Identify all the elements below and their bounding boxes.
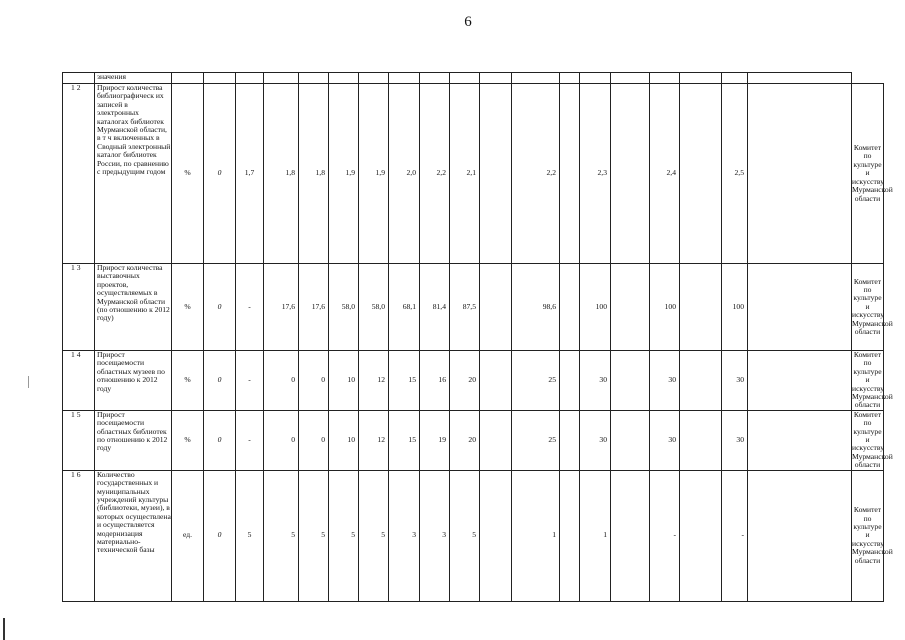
- cell: [611, 73, 650, 84]
- value-cell: 2,5: [722, 84, 748, 264]
- value-cell: [680, 351, 722, 411]
- value-cell: 30: [650, 410, 680, 470]
- value-cell: [680, 470, 722, 601]
- cell: [650, 73, 680, 84]
- row-number: 1 3: [63, 264, 95, 351]
- value-cell: 20: [450, 351, 480, 411]
- cell: [722, 73, 748, 84]
- value-cell: -: [650, 470, 680, 601]
- value-cell: 30: [580, 351, 611, 411]
- value-cell: 30: [722, 351, 748, 411]
- value-cell: [480, 264, 512, 351]
- value-cell: 5: [359, 470, 389, 601]
- value-cell: [680, 410, 722, 470]
- value-cell: 0: [264, 351, 299, 411]
- value-cell: 15: [389, 410, 420, 470]
- value-cell: [748, 84, 852, 264]
- table-row: [63, 410, 884, 470]
- value-cell: 0: [264, 410, 299, 470]
- value-cell: [611, 470, 650, 601]
- value-cell: [560, 410, 580, 470]
- value-cell: 1: [512, 470, 560, 601]
- value-cell: 25: [512, 351, 560, 411]
- value-cell: [748, 470, 852, 601]
- value-cell: 5: [264, 470, 299, 601]
- base-value-cell: 0: [204, 351, 236, 411]
- value-cell: 1,8: [264, 84, 299, 264]
- cell: [389, 73, 420, 84]
- value-cell: 68,1: [389, 264, 420, 351]
- value-cell: 2,1: [450, 84, 480, 264]
- value-cell: 1,9: [329, 84, 359, 264]
- header-continuation-text: значения: [95, 73, 172, 84]
- unit-cell: ед.: [172, 470, 204, 601]
- value-cell: 20: [450, 410, 480, 470]
- value-cell: 2,2: [420, 84, 450, 264]
- base-value-cell: 0: [204, 84, 236, 264]
- value-cell: [748, 410, 852, 470]
- value-cell: [560, 351, 580, 411]
- value-cell: [480, 410, 512, 470]
- value-cell: [560, 264, 580, 351]
- value-cell: 87,5: [450, 264, 480, 351]
- value-cell: 5: [299, 470, 329, 601]
- value-cell: 3: [420, 470, 450, 601]
- indicator-name: Прирост количества выставочных проектов, осуществляемых в Мурманской области (по отношению к 2012 году): [95, 264, 172, 351]
- cell: [204, 73, 236, 84]
- value-cell: 15: [389, 351, 420, 411]
- cell: [63, 73, 95, 84]
- table-row: [63, 470, 884, 601]
- value-cell: 19: [420, 410, 450, 470]
- value-cell: 1,7: [236, 84, 264, 264]
- cell: [480, 73, 512, 84]
- value-cell: 30: [650, 351, 680, 411]
- value-cell: [611, 264, 650, 351]
- value-cell: 0: [299, 410, 329, 470]
- table-row: [63, 351, 884, 411]
- value-cell: 5: [236, 470, 264, 601]
- table-row: [63, 264, 884, 351]
- value-cell: 100: [650, 264, 680, 351]
- responsible-executor: Комитет по культуре и искусству Мурманской области: [852, 409, 893, 470]
- value-cell: [611, 84, 650, 264]
- value-cell: 58,0: [329, 264, 359, 351]
- responsible-executor: Комитет по культуре и искусству Мурманской области: [852, 84, 884, 264]
- value-cell: 2,3: [580, 84, 611, 264]
- base-value-cell: 0: [204, 264, 236, 351]
- value-cell: 100: [722, 264, 748, 351]
- value-cell: 12: [359, 351, 389, 411]
- indicator-name: Количество государственных и муниципальных учреждений культуры (библиотеки, музеи), в которых осуществлена и осуществляется модернизация материально-технической базы: [95, 470, 172, 601]
- value-cell: 0: [299, 351, 329, 411]
- value-cell: [748, 264, 852, 351]
- value-cell: 1,8: [299, 84, 329, 264]
- scan-mark: [3, 618, 5, 640]
- value-cell: 16: [420, 351, 450, 411]
- value-cell: 5: [329, 470, 359, 601]
- value-cell: [680, 84, 722, 264]
- value-cell: 30: [580, 410, 611, 470]
- value-cell: 1,9: [359, 84, 389, 264]
- value-cell: 100: [580, 264, 611, 351]
- value-cell: 2,0: [389, 84, 420, 264]
- value-cell: [560, 84, 580, 264]
- value-cell: 3: [389, 470, 420, 601]
- value-cell: [611, 410, 650, 470]
- cell: [420, 73, 450, 84]
- value-cell: 2,4: [650, 84, 680, 264]
- value-cell: 12: [359, 410, 389, 470]
- scan-mark: [28, 376, 29, 388]
- value-cell: 10: [329, 351, 359, 411]
- value-cell: [480, 470, 512, 601]
- responsible-executor: Комитет по культуре и искусству Мурманской области: [852, 264, 884, 351]
- indicator-name: Прирост посещаемости областных музеев по отношению к 2012 году: [95, 351, 172, 411]
- cell: [299, 73, 329, 84]
- cell: [680, 73, 722, 84]
- value-cell: [560, 470, 580, 601]
- value-cell: [748, 351, 852, 411]
- value-cell: -: [236, 351, 264, 411]
- indicator-name: Прирост посещаемости областных библиотек по отношению к 2012 году: [95, 410, 172, 470]
- value-cell: -: [722, 470, 748, 601]
- value-cell: 17,6: [264, 264, 299, 351]
- cell: [329, 73, 359, 84]
- indicator-name: Прирост количества библиографическ их записей в электронных каталогах библиотек Мурманской области, в т ч включенных в Сводный электронный каталог библиотек России, по сравнению с предыдущим годом: [95, 84, 172, 264]
- value-cell: 10: [329, 410, 359, 470]
- cell: [450, 73, 480, 84]
- row-number: 1 2: [63, 84, 95, 264]
- value-cell: [611, 351, 650, 411]
- cell: [264, 73, 299, 84]
- row-number: 1 5: [63, 410, 95, 470]
- row-number: 1 4: [63, 351, 95, 411]
- value-cell: [680, 264, 722, 351]
- value-cell: 25: [512, 410, 560, 470]
- cell: [236, 73, 264, 84]
- value-cell: 58,0: [359, 264, 389, 351]
- cell: [580, 73, 611, 84]
- unit-cell: %: [172, 351, 204, 411]
- base-value-cell: 0: [204, 410, 236, 470]
- cell: [748, 73, 852, 84]
- base-value-cell: 0: [204, 470, 236, 601]
- responsible-executor: Комитет по культуре и искусству Мурманской области: [852, 350, 893, 410]
- cell: [512, 73, 560, 84]
- cell: [560, 73, 580, 84]
- value-cell: 1: [580, 470, 611, 601]
- responsible-executor: Комитет по культуре и искусству Мурманской области: [852, 470, 884, 601]
- row-number: 1 6: [63, 470, 95, 601]
- value-cell: 17,6: [299, 264, 329, 351]
- value-cell: 2,2: [512, 84, 560, 264]
- value-cell: [480, 351, 512, 411]
- unit-cell: %: [172, 264, 204, 351]
- value-cell: [480, 84, 512, 264]
- page-number: 6: [464, 14, 472, 30]
- value-cell: -: [236, 264, 264, 351]
- table-row-header-continuation: [63, 73, 884, 84]
- table-row: [63, 84, 884, 264]
- value-cell: 81,4: [420, 264, 450, 351]
- cell: [359, 73, 389, 84]
- unit-cell: %: [172, 410, 204, 470]
- cell: [172, 73, 204, 84]
- indicators-table: [62, 72, 893, 602]
- unit-cell: %: [172, 84, 204, 264]
- value-cell: 98,6: [512, 264, 560, 351]
- value-cell: 5: [450, 470, 480, 601]
- value-cell: -: [236, 410, 264, 470]
- value-cell: 30: [722, 410, 748, 470]
